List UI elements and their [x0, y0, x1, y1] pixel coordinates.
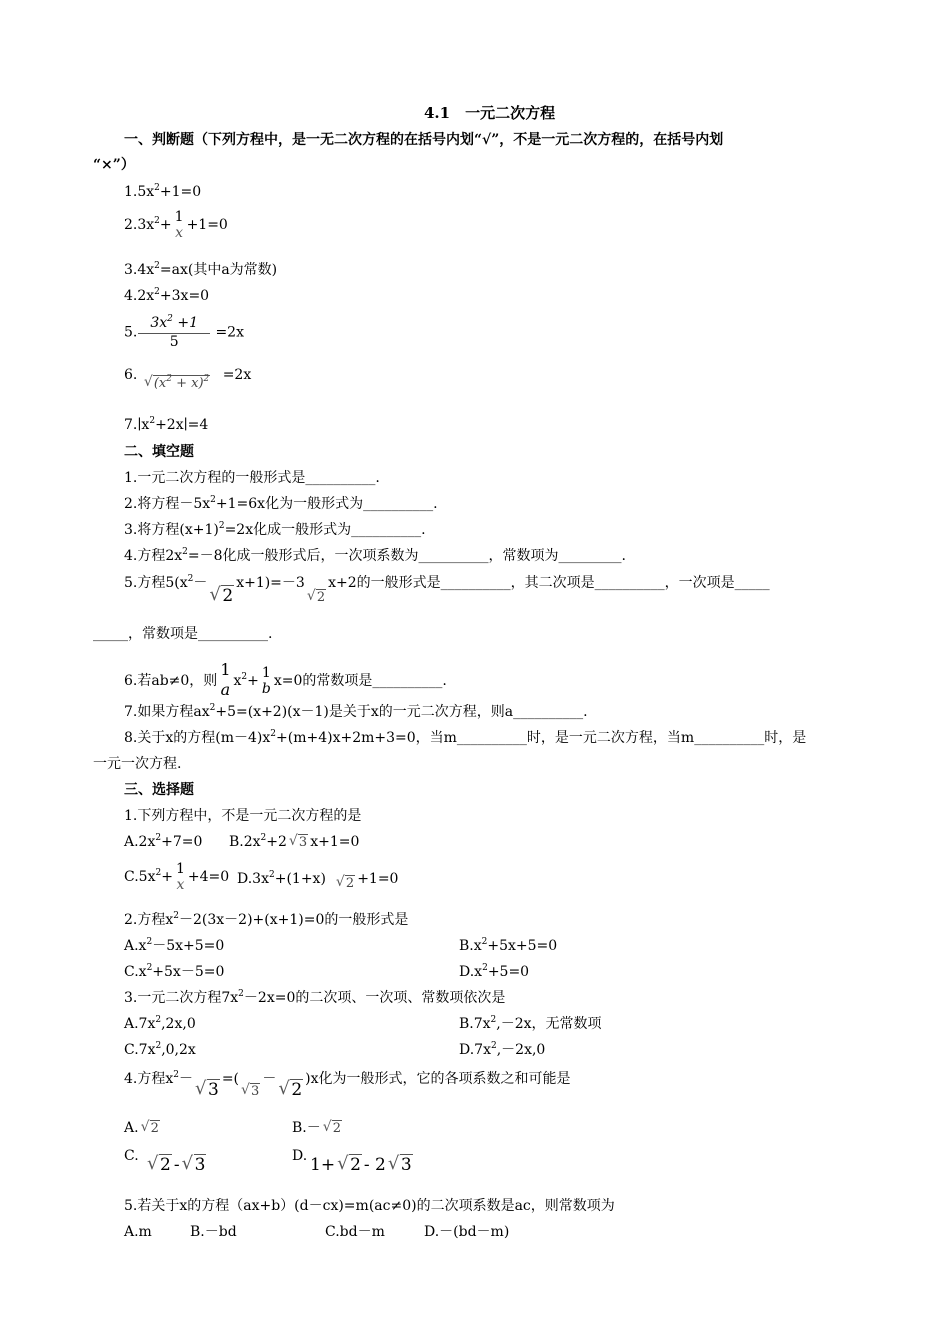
s3-q4-option-b: B.－√ 2 — [292, 1119, 344, 1138]
s3-q5-option-c: C.bd－m — [325, 1224, 385, 1240]
square-root: √ 3 — [182, 1156, 207, 1174]
square-root: √ 3 — [195, 1081, 220, 1099]
s3-question-5: 5.若关于x的方程（ax+b）(d－cx)=m(ac≠0)的二次项系数是ac，则常数项为 — [124, 1198, 615, 1214]
s3-question-4: 4.方程$x^2-√$ 3=(√ 3－√ 2)x化为一般形式，它的各项系数之和可能是 — [124, 1069, 571, 1089]
square-root: √ 2 — [336, 874, 355, 893]
section2-heading: 二、填空题 — [124, 444, 194, 460]
fraction: $\frac{3x^2 +1}{5}$ — [138, 315, 210, 350]
s3-q1-option-c: $C.5x^2+$ 1 x +4=0 — [124, 861, 230, 893]
s2-question-2: 2.将方程$-5x^2+1=6x$化为一般形式为__________. — [124, 495, 438, 512]
s2-question-5: 5.方程$5(x^2-√$ 2x+1)=－3√ 2x+2的一般形式是__________，其二次项是__________，一次项是_____ — [124, 573, 770, 593]
s1-question-7: $7.∣x^2+2x∣=4$ — [124, 416, 209, 433]
s2-question-4: 4.方程$2x^2=-8$化成一般形式后，一次项系数为__________，常数项为_________. — [124, 547, 626, 564]
s3-q3-option-b: $B.7x^2,-2x$，无常数项 — [459, 1015, 602, 1032]
square-root: √ 3 — [289, 833, 308, 852]
s3-q4-option-a: A.√ 2 — [124, 1119, 162, 1138]
square-root: √ 3 — [241, 1082, 260, 1101]
square-root: √ 2 — [141, 1119, 160, 1138]
s3-q1-option-d: $D.3x^2+(1+x)√$ 2 +1=0 — [237, 870, 398, 889]
fraction: 1 b — [261, 665, 271, 697]
fraction: 1 x — [175, 861, 185, 893]
square-root: √ 2 — [323, 1119, 342, 1138]
s3-q2-option-d: $D.x^2+5=0$ — [459, 963, 530, 980]
s3-q5-option-b: B.－bd — [190, 1224, 237, 1240]
page-title: 4.1 一元二次方程 — [424, 104, 556, 122]
s3-q4-option-d: D. — [292, 1148, 308, 1164]
s3-q1-option-b: $B.2x^2+2√$ 3 x+1=0 — [229, 833, 359, 852]
s2-question-7: 7.如果方程$ax^2+5=(x+2)(x-1)$是关于x的一元二次方程，则a__________. — [124, 703, 588, 720]
s3-question-1: 1.下列方程中，不是一元二次方程的是 — [124, 808, 362, 824]
s3-q4-option-c-expr: √ 2 -√ 3 — [145, 1156, 208, 1175]
square-root: √ 2 — [337, 1156, 362, 1174]
s2-question-3: 3.将方程$(x+1)^2=2x$化成一般形式为__________. — [124, 521, 426, 538]
section1-heading-cont: “×”） — [93, 157, 135, 173]
square-root: √ 2 — [147, 1156, 172, 1174]
s1-question-5: 5. $\frac{3x^2 +1}{5}$ =2x — [124, 314, 244, 350]
s1-question-3: $3.4x^2=ax$(其中a为常数) — [124, 261, 278, 278]
s2-question-6: 6.若ab≠0，则 1 a $x^2+$ 1 b x=0的常数项是__________. — [124, 660, 447, 699]
s3-q3-option-d: $D.7x^2,-2x,0$ — [459, 1041, 546, 1058]
s2-question-8-cont: 一元一次方程. — [93, 756, 182, 772]
s1-question-4: $4.2x^2+3x=0$ — [124, 287, 210, 304]
square-root: √ 2 — [209, 587, 234, 605]
s3-q2-option-c: $C.x^2+5x-5=0$ — [124, 963, 225, 980]
s3-q2-option-a: $A.x^2-5x+5=0$ — [124, 937, 225, 954]
section3-heading: 三、选择题 — [124, 782, 194, 798]
s1-question-1: $1.5x^2+1=0$ — [124, 183, 202, 200]
square-root: √ 2 — [278, 1081, 303, 1099]
square-root: √ $(x^2 + x)^2$ — [144, 374, 210, 393]
s3-question-3: 3.一元二次方程$7x^2-2x=0$的二次项、一次项、常数项依次是 — [124, 989, 506, 1006]
s2-question-1: 1.一元二次方程的一般形式是__________. — [124, 470, 380, 486]
s3-q5-option-d: D.－(bd－m) — [424, 1224, 510, 1240]
square-root: √ 3 — [388, 1156, 413, 1174]
s3-q3-option-c: $C.7x^2,0,2x$ — [124, 1041, 196, 1058]
s2-question-5-cont: _____，常数项是__________. — [93, 626, 273, 642]
s3-q4-option-c: C. — [124, 1148, 139, 1164]
fraction: 1 x — [174, 209, 184, 241]
section1-heading: 一、判断题（下列方程中，是一无二次方程的在括号内划“√”，不是一元二次方程的，在括号内划 — [124, 132, 724, 148]
s3-q2-option-b: $B.x^2+5x+5=0$ — [459, 937, 558, 954]
s3-q4-option-d-expr: 1+√ 2 - 2√ 3 — [310, 1156, 415, 1175]
s3-q3-option-a: $A.7x^2,2x,0$ — [124, 1015, 196, 1032]
s3-question-2: 2.方程$x^2-2(3x-2)+(x+1)=0$的一般形式是 — [124, 911, 409, 928]
s3-q5-option-a: A.m — [124, 1224, 152, 1240]
square-root: √ 2 — [307, 588, 326, 607]
fraction: 1 a — [220, 660, 231, 699]
s3-q1-option-a: $A.2x^2+7=0$ — [124, 833, 203, 850]
s2-question-8: 8.关于x的方程$(m-4)x^2+(m+4)x+2m+3=0$，当m__________时，是一元二次方程，当m__________时，是 — [124, 729, 807, 746]
s1-question-2: $2.3x^2+$ 1 x +1=0 — [124, 209, 228, 241]
s1-question-6: 6. √ $(x^2 + x)^2 =2x$ — [124, 366, 251, 385]
